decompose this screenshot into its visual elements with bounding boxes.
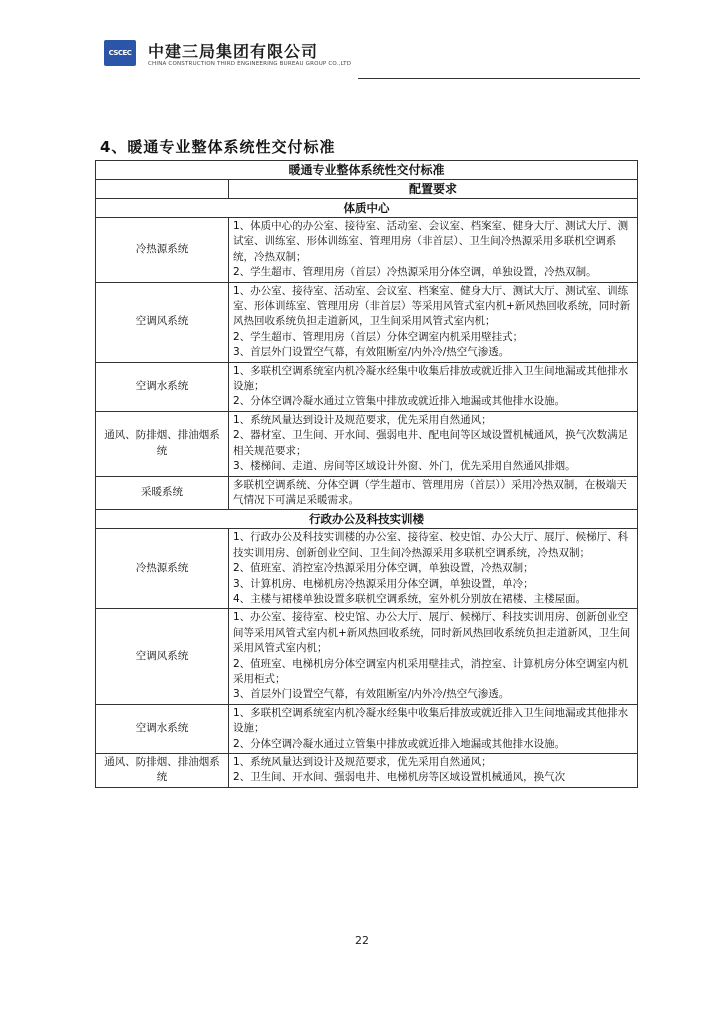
table-title: 暖通专业整体系统性交付标准 <box>96 161 638 180</box>
section-title: 4、暖通专业整体系统性交付标准 <box>100 138 336 156</box>
requirement-line: 3、首层外门设置空气幕，有效阻断室/内外冷/热空气渗透。 <box>233 346 510 359</box>
system-category: 冷热源系统 <box>96 218 229 283</box>
table-row <box>96 529 638 609</box>
table-row <box>96 218 638 283</box>
requirement-line: 1、系统风量达到设计及规范要求，优先采用自然通风； <box>233 756 492 768</box>
requirement-line: 2、器材室、卫生间、开水间、强弱电井、配电间等区域设置机械通风，换气次数满足相关规范要求； <box>233 429 629 457</box>
column-header-row <box>96 180 638 199</box>
requirement-line: 1、办公室、接待室、活动室、会议室、档案室、健身大厅、测试大厅、测试室、训练室、形体训练室、管理用房（非首层）等采用风管式室内机+新风热回收系统，同时新风热回收系统负担走道新风，卫生间采用风管式室内机； <box>233 284 631 328</box>
requirement-line: 2、卫生间、开水间、强弱电井、电梯机房等区域设置机械通风，换气次 <box>233 771 566 784</box>
system-category: 通风、防排烟、排油烟系统 <box>96 411 229 476</box>
requirement-line: 1、多联机空调系统室内机冷凝水经集中收集后排放或就近排入卫生间地漏或其他排水设施； <box>233 706 629 735</box>
system-category: 空调风系统 <box>96 282 229 362</box>
group-title: 行政办公及科技实训楼 <box>96 510 638 529</box>
table-body <box>96 161 638 788</box>
company-name-en: CHINA CONSTRUCTION THIRD ENGINEERING BUREAU GROUP CO.,LTD <box>148 61 352 67</box>
requirement-cell <box>229 282 638 362</box>
column-header-empty <box>96 180 229 199</box>
table-row <box>96 754 638 788</box>
table-row <box>96 411 638 476</box>
column-header-requirements: 配置要求 <box>229 180 638 199</box>
table-row <box>96 476 638 510</box>
requirement-line: 1、多联机空调系统室内机冷凝水经集中收集后排放或就近排入卫生间地漏或其他排水设施； <box>233 364 629 393</box>
requirement-line: 1、行政办公及科技实训楼的办公室、接待室、校史馆、办公大厅、展厅、候梯厅、科技实训用房、创新创业空间、卫生间冷热源采用多联机空调系统，冷热双制； <box>233 531 629 559</box>
table-row <box>96 609 638 704</box>
requirement-line: 2、值班室、消控室冷热源采用分体空调，单独设置，冷热双制； <box>233 562 534 575</box>
system-category: 空调水系统 <box>96 362 229 411</box>
requirement-cell <box>229 704 638 753</box>
requirement-line: 3、楼梯间、走道、房间等区域设计外窗、外门，优先采用自然通风排烟。 <box>233 460 576 473</box>
logo-text: CSCEC <box>108 49 132 57</box>
page-header <box>104 34 644 84</box>
delivery-standard-table <box>95 160 638 788</box>
requirement-line: 2、分体空调冷凝水通过立管集中排放或就近排入地漏或其他排水设施。 <box>233 395 566 408</box>
page-number: 22 <box>355 934 369 947</box>
group-title: 体质中心 <box>96 199 638 218</box>
requirement-line: 2、值班室、电梯机房分体空调室内机采用壁挂式，消控室、计算机房分体空调室内机采用柜式； <box>233 657 629 685</box>
requirement-line: 3、首层外门设置空气幕，有效阻断室/内外冷/热空气渗透。 <box>233 688 510 701</box>
requirement-line: 4、主楼与裙楼单独设置多联机空调系统，室外机分别放在裙楼、主楼屋面。 <box>233 592 587 605</box>
group-header-row <box>96 510 638 529</box>
table-row <box>96 282 638 362</box>
requirement-line: 2、分体空调冷凝水通过立管集中排放或就近排入地漏或其他排水设施。 <box>233 737 566 750</box>
requirement-cell <box>229 476 638 510</box>
group-header-row <box>96 199 638 218</box>
requirement-cell <box>229 411 638 476</box>
requirement-line: 3、计算机房、电梯机房冷热源采用分体空调，单独设置，单冷； <box>233 577 534 590</box>
system-category: 空调水系统 <box>96 704 229 753</box>
table-title-row <box>96 161 638 180</box>
requirement-line: 1、系统风量达到设计及规范要求，优先采用自然通风； <box>233 413 492 426</box>
table-row <box>96 362 638 411</box>
company-logo <box>104 40 136 66</box>
requirement-cell <box>229 529 638 609</box>
requirement-line: 2、学生超市、管理用房（首层）冷热源采用分体空调，单独设置，冷热双制。 <box>233 266 597 279</box>
system-category: 冷热源系统 <box>96 529 229 609</box>
requirement-line: 1、体质中心的办公室、接待室、活动室、会议室、档案室、健身大厅、测试大厅、测试室、训练室、形体训练室、管理用房（非首层）、卫生间冷热源采用多联机空调系统，冷热双制； <box>233 220 629 263</box>
requirement-line: 2、学生超市、管理用房（首层）分体空调室内机采用壁挂式； <box>233 330 524 343</box>
requirement-cell <box>229 362 638 411</box>
table-row <box>96 704 638 753</box>
requirement-line: 多联机空调系统、分体空调（学生超市、管理用房（首层））采用冷热双制，在极端天气情况下可满足采暖需求。 <box>233 478 627 506</box>
system-category: 空调风系统 <box>96 609 229 704</box>
requirement-line: 1、办公室、接待室、校史馆、办公大厅、展厅、候梯厅、科技实训用房、创新创业空间等采用风管式室内机+新风热回收系统，同时新风热回收系统负担走道新风，卫生间采用风管式室内机； <box>233 611 631 655</box>
system-category: 采暖系统 <box>96 476 229 510</box>
requirement-cell <box>229 754 638 788</box>
header-rule <box>358 78 640 79</box>
system-category: 通风、防排烟、排油烟系统 <box>96 754 229 788</box>
requirement-cell <box>229 609 638 704</box>
company-name-cn: 中建三局集团有限公司 <box>148 42 319 61</box>
requirement-cell <box>229 218 638 283</box>
